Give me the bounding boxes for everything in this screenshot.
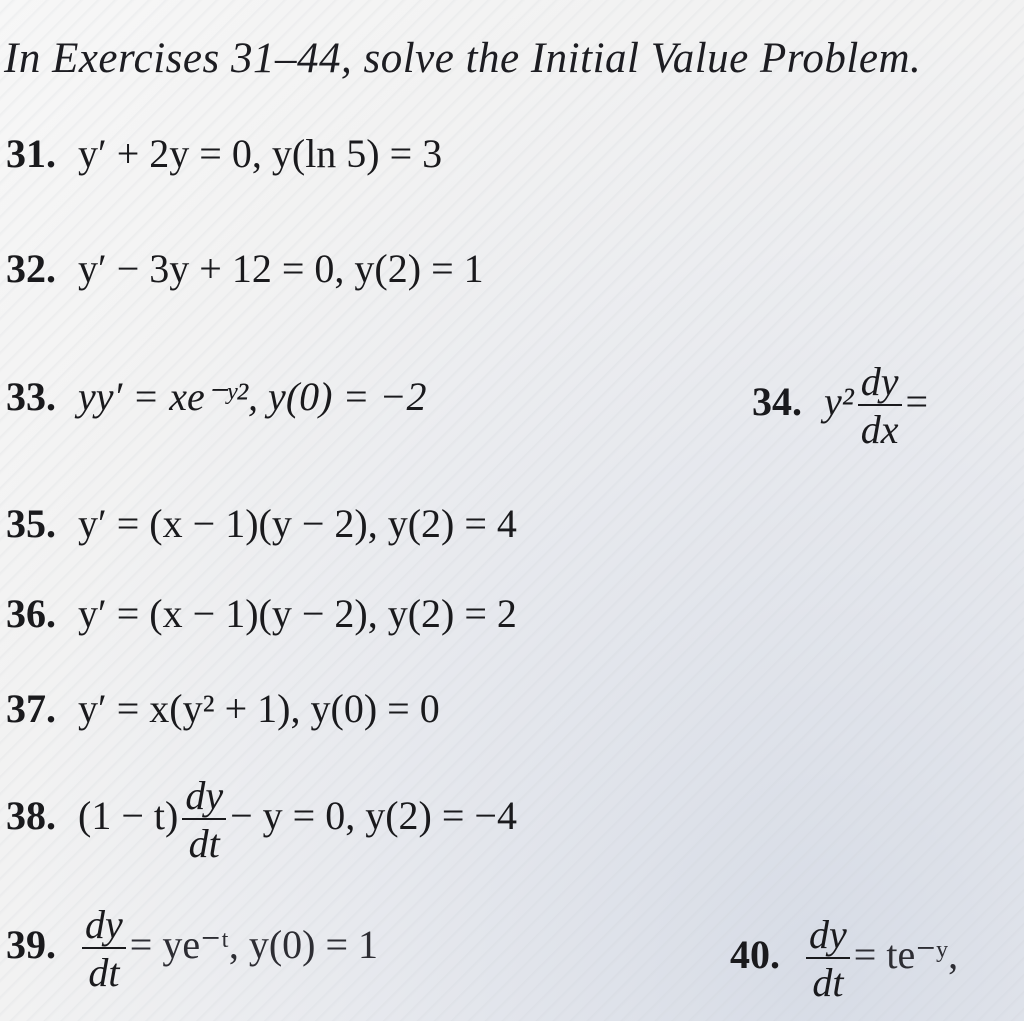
- fraction-denominator: dt: [88, 950, 120, 995]
- fraction-numerator: dy: [806, 915, 850, 959]
- derivative-fraction: [82, 902, 126, 995]
- exercise-number: 33.: [6, 374, 56, 419]
- exercise-equation: y′ = (x − 1)(y − 2), y(2) = 4: [78, 501, 517, 546]
- exercise-33: [6, 373, 426, 420]
- exercise-equation: y′ − 3y + 12 = 0, y(2) = 1: [78, 246, 484, 291]
- exercise-number: 37.: [6, 686, 56, 731]
- exercise-suffix: − y = 0, y(2) = −4: [230, 793, 517, 839]
- derivative-fraction: [806, 912, 850, 1005]
- exercise-number: 38.: [6, 793, 56, 839]
- exercise-equation: y′ + 2y = 0, y(ln 5) = 3: [78, 131, 443, 176]
- fraction-denominator: dt: [188, 821, 220, 866]
- exercise-heading: In Exercises 31–44, solve the Initial Value Problem.: [4, 35, 922, 82]
- exercise-number: 32.: [6, 246, 56, 291]
- derivative-fraction: [182, 773, 226, 866]
- exercise-36: [6, 590, 517, 637]
- fraction-denominator: dt: [812, 960, 844, 1005]
- exercise-31: [6, 130, 442, 177]
- exercise-suffix: =: [905, 379, 929, 425]
- exercise-number: 31.: [6, 131, 56, 176]
- exercise-39: [6, 902, 379, 995]
- exercise-suffix: = ye⁻ᵗ, y(0) = 1: [129, 922, 379, 968]
- exercise-number: 34.: [752, 379, 802, 425]
- exercise-40: [730, 912, 959, 1005]
- derivative-fraction: [858, 359, 902, 452]
- exercise-number: 35.: [6, 501, 56, 546]
- exercise-number: 40.: [730, 932, 780, 978]
- fraction-numerator: dy: [82, 905, 126, 949]
- exercise-32: [6, 245, 484, 292]
- exercise-suffix: = te⁻ʸ,: [853, 932, 959, 978]
- exercise-37: [6, 685, 440, 732]
- fraction-denominator: dx: [860, 407, 899, 452]
- exercise-prefix: (1 − t): [78, 793, 179, 839]
- exercise-35: [6, 500, 517, 547]
- exercise-38: [6, 773, 517, 866]
- fraction-numerator: dy: [858, 362, 902, 406]
- exercise-number: 36.: [6, 591, 56, 636]
- fraction-numerator: dy: [182, 776, 226, 820]
- exercise-equation: y′ = (x − 1)(y − 2), y(2) = 2: [78, 591, 517, 636]
- exercise-34: [752, 359, 929, 452]
- exercise-prefix: y²: [824, 379, 854, 425]
- exercise-number: 39.: [6, 922, 56, 968]
- exercise-equation: y′ = x(y² + 1), y(0) = 0: [78, 686, 440, 731]
- exercise-equation: yy′ = xe⁻ʸ², y(0) = −2: [78, 374, 427, 419]
